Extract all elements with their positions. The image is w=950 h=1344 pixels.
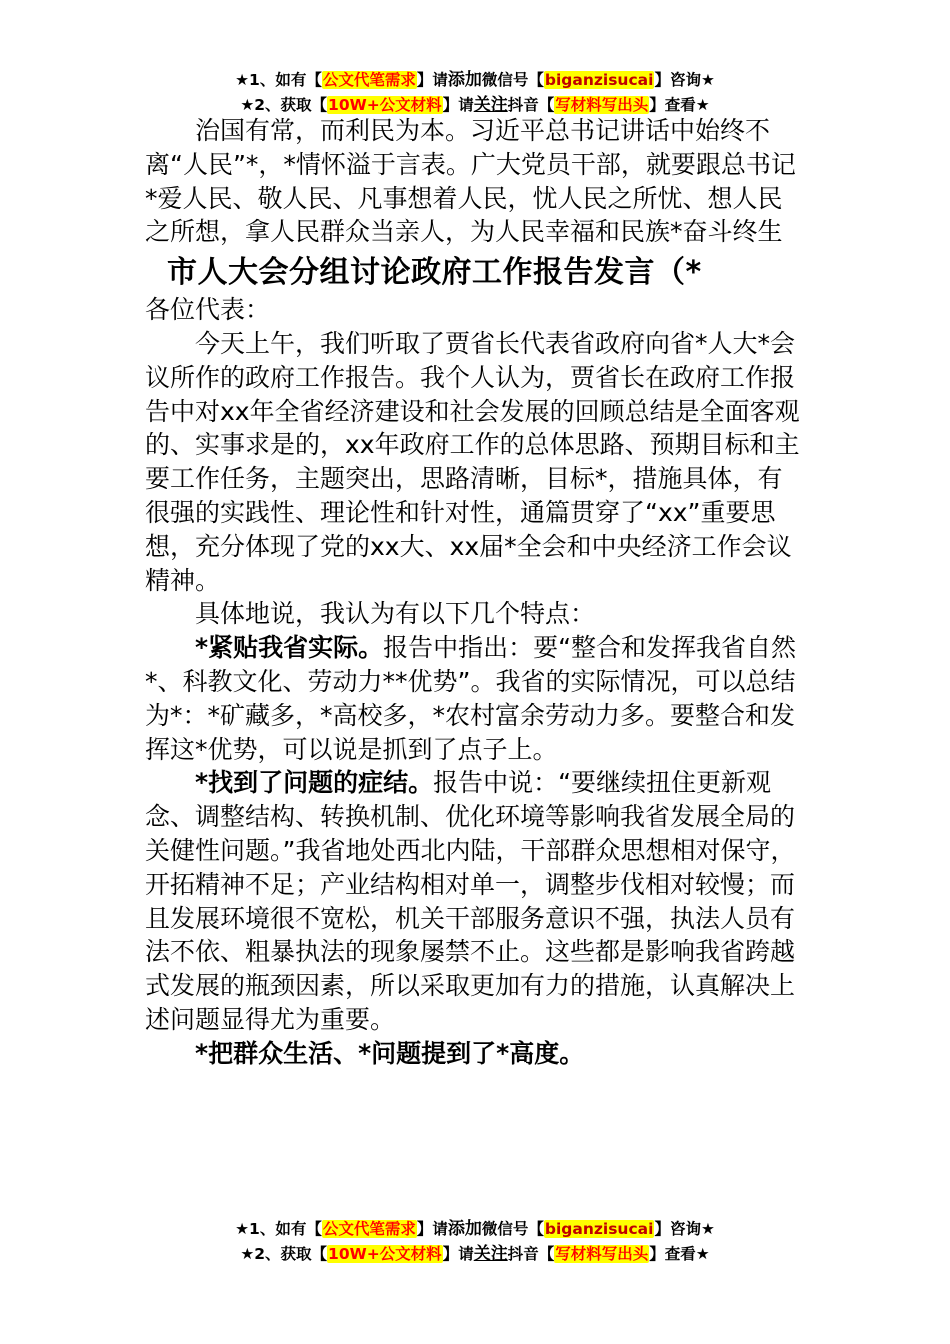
banner-text: 关注: [473, 95, 508, 115]
banner-text: 】查看★: [649, 1245, 710, 1263]
banner-text: 抖音【: [507, 96, 555, 114]
body-paragraph-1: 今天上午，我们听取了贾省长代表省政府向省*人大*会议所作的政府工作报告。我个人认为，贾省长在政府工作报告中对xx年全省经济建设和社会发展的回顾总结是全面客观的、实事求是的，xx年政府工作的总体思路、预期目标和主要工作任务，主题突出，思路清晰，目标*，措施具体，有很强的实践性、理论性和针对性，通篇贯穿了“xx”重要思想，充分体现了党的xx大、xx届*全会和中央经济工作会议精神。: [145, 328, 800, 595]
intro-paragraph: 治国有常，而利民为本。习近平总书记讲话中始终不离“人民”*，*情怀溢于言表。广大党员干部，就要跟总书记*爱人民、敬人民、凡事想着人民，忧人民之所忧、想人民之所想，拿人民群众当亲人，为人民幸福和民族*奋斗终生: [145, 116, 796, 247]
document-title: 市人大会分组讨论政府工作报告发言（*: [167, 255, 702, 291]
footer-banner: [0, 1217, 950, 1267]
banner-line-1: [0, 68, 950, 93]
banner-text: 】请: [416, 71, 448, 89]
point-heading-3: *把群众生活、*问题提到了*高度。: [195, 1038, 585, 1068]
point-heading-2: *找到了问题的症结。: [195, 768, 434, 798]
banner-highlight: 10W+公文材料: [328, 1245, 442, 1263]
banner-highlight: 公文代笔需求: [322, 71, 416, 89]
body-paragraph-2: 具体地说，我认为有以下几个特点：: [195, 599, 596, 629]
banner-douyin-id: 写材料写出头: [555, 96, 649, 114]
banner-text: 关注: [473, 1244, 508, 1264]
banner-text: ★1、如有【: [235, 71, 322, 89]
banner-text: 微信号【: [481, 71, 544, 89]
banner-wechat-id: biganzisucai: [544, 1220, 654, 1238]
banner-text: 】咨询★: [654, 71, 715, 89]
banner-text: ★1、如有【: [235, 1220, 322, 1238]
salutation: 各位代表：: [145, 295, 271, 325]
header-banner: [0, 68, 950, 118]
banner-text: 添加: [447, 70, 482, 90]
banner-highlight: 公文代笔需求: [322, 1220, 416, 1238]
point-text-2: 报告中说：“要继续扭住更新观念、调整结构、转换机制、优化环境等影响我省发展全局的关健性问题。”我省地处西北内陆，干部群众思想相对保守，开拓精神不足；产业结构相对单一，调整步伐相对较慢；而且发展环境很不宽松，机关干部服务意识不强，执法人员有法不依、粗暴执法的现象屡禁不止。这些都是影响我省跨越式发展的瓶颈因素，所以采取更加有力的措施，认真解决上述问题显得尤为重要。: [145, 768, 796, 1034]
banner-text: 添加: [447, 1219, 482, 1239]
banner-line-2: [0, 1242, 950, 1267]
banner-text: 】咨询★: [654, 1220, 715, 1238]
banner-text: 】请: [416, 1220, 448, 1238]
banner-text: ★2、获取【: [240, 96, 328, 114]
body-paragraph-5: [145, 1037, 801, 1071]
banner-text: 抖音【: [507, 1245, 555, 1263]
banner-highlight: 10W+公文材料: [328, 96, 442, 114]
body-paragraph-4: [145, 766, 801, 1036]
banner-text: 】请: [442, 1245, 474, 1263]
banner-text: ★2、获取【: [240, 1245, 328, 1263]
point-text-1: 报告中指出：要“整合和发挥我省自然*、科教文化、劳动力**优势”。我省的实际情况，可以总结为*：*矿藏多，*高校多，*农村富余劳动力多。要整合和发挥这*优势，可以说是抓到了点子上。: [145, 633, 797, 764]
banner-line-1: [0, 1217, 950, 1242]
point-heading-1: *紧贴我省实际。: [195, 633, 384, 663]
body-paragraph-3: [145, 631, 801, 766]
banner-text: 】查看★: [649, 96, 710, 114]
banner-text: 】请: [442, 96, 474, 114]
banner-douyin-id: 写材料写出头: [555, 1245, 649, 1263]
banner-text: 微信号【: [481, 1220, 544, 1238]
banner-wechat-id: biganzisucai: [544, 71, 654, 89]
document-body: [145, 114, 801, 1071]
